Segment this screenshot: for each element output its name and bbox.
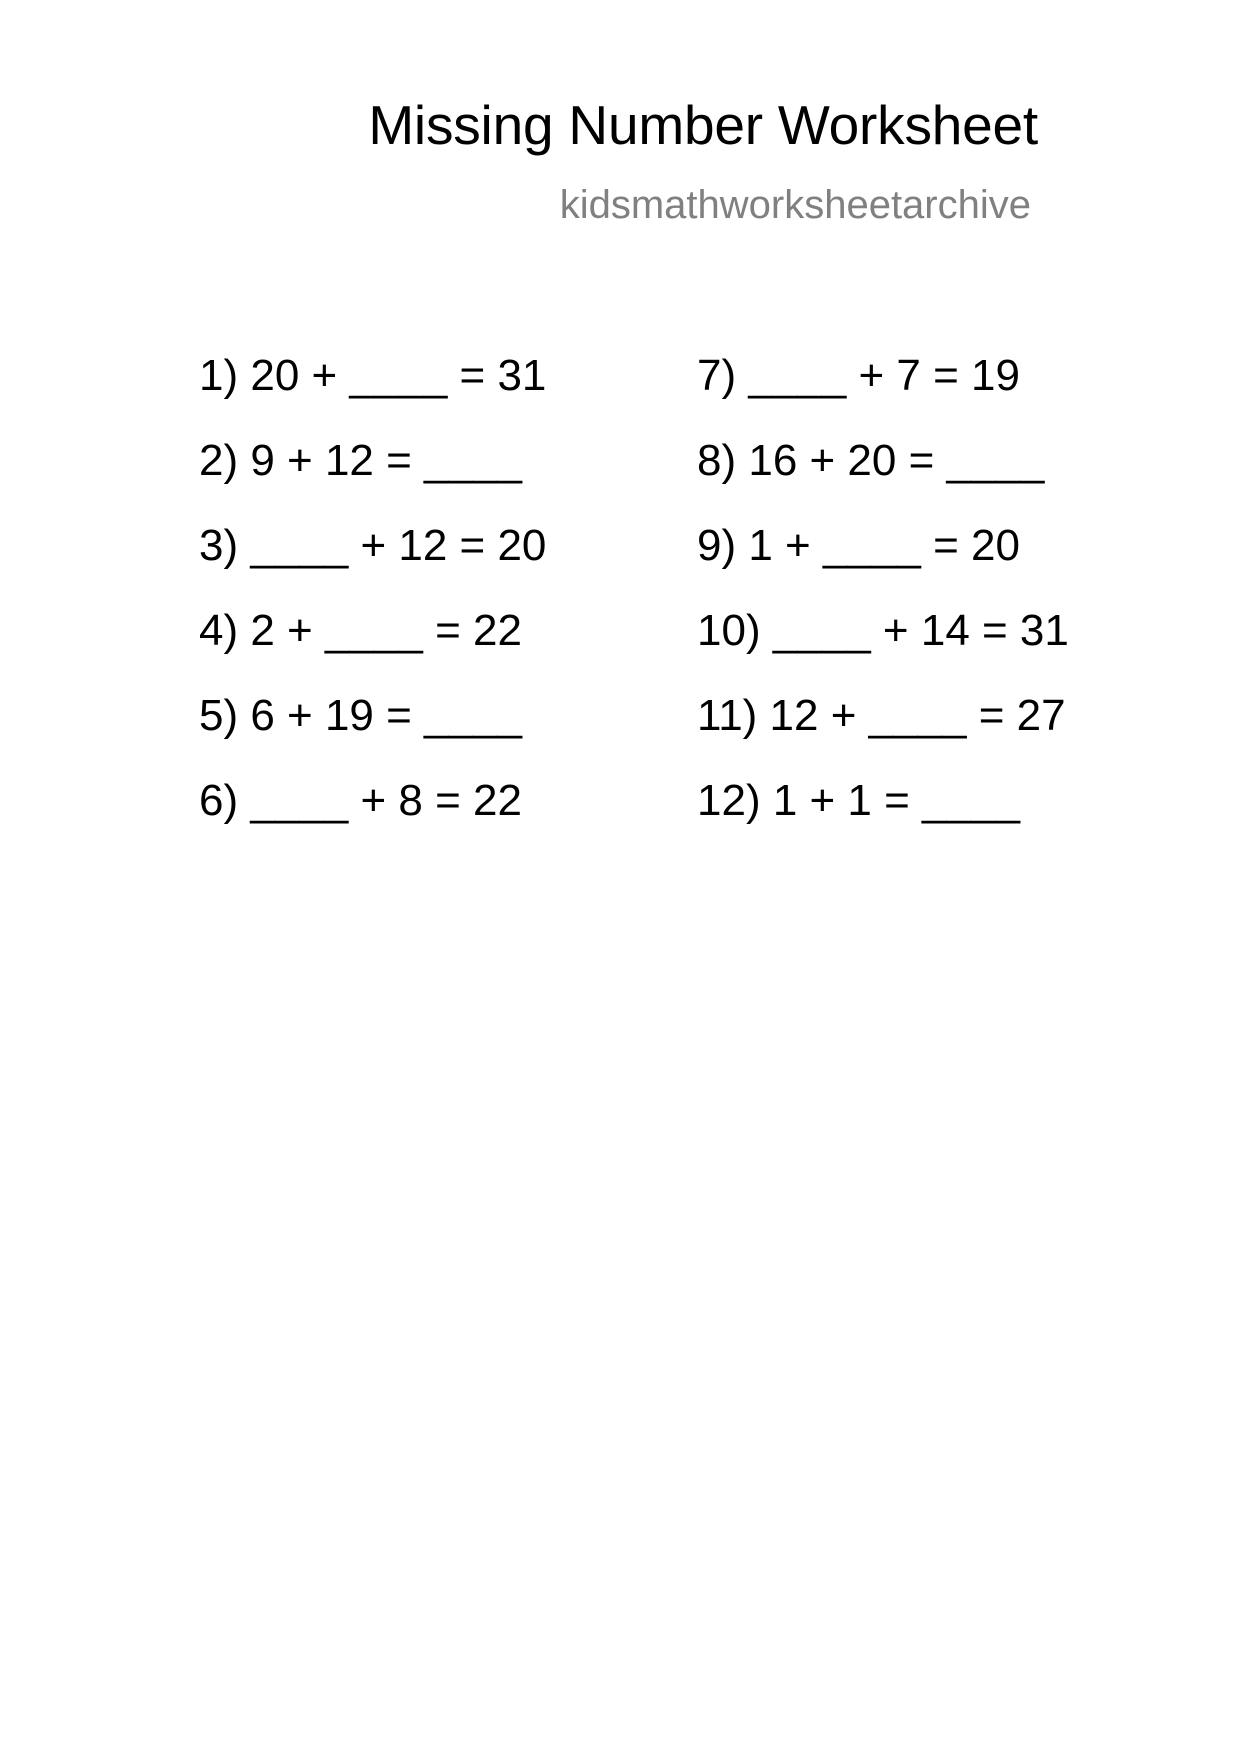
problem-12: 12) 1 + 1 = ____ (697, 776, 1020, 825)
problem-3: 3) ____ + 12 = 20 (199, 521, 547, 570)
problem-11: 11) 12 + ____ = 27 (697, 691, 1066, 740)
page-subtitle: kidsmathworksheetarchive (559, 183, 1031, 227)
problem-8: 8) 16 + 20 = ____ (697, 436, 1045, 485)
page-title: Missing Number Worksheet (368, 94, 1038, 156)
problem-2: 2) 9 + 12 = ____ (199, 436, 522, 485)
problem-5: 5) 6 + 19 = ____ (199, 691, 522, 740)
problem-9: 9) 1 + ____ = 20 (697, 521, 1020, 570)
problem-6: 6) ____ + 8 = 22 (199, 776, 522, 825)
problem-1: 1) 20 + ____ = 31 (199, 351, 547, 400)
problem-10: 10) ____ + 14 = 31 (697, 606, 1069, 655)
problem-4: 4) 2 + ____ = 22 (199, 606, 522, 655)
problem-7: 7) ____ + 7 = 19 (697, 351, 1020, 400)
